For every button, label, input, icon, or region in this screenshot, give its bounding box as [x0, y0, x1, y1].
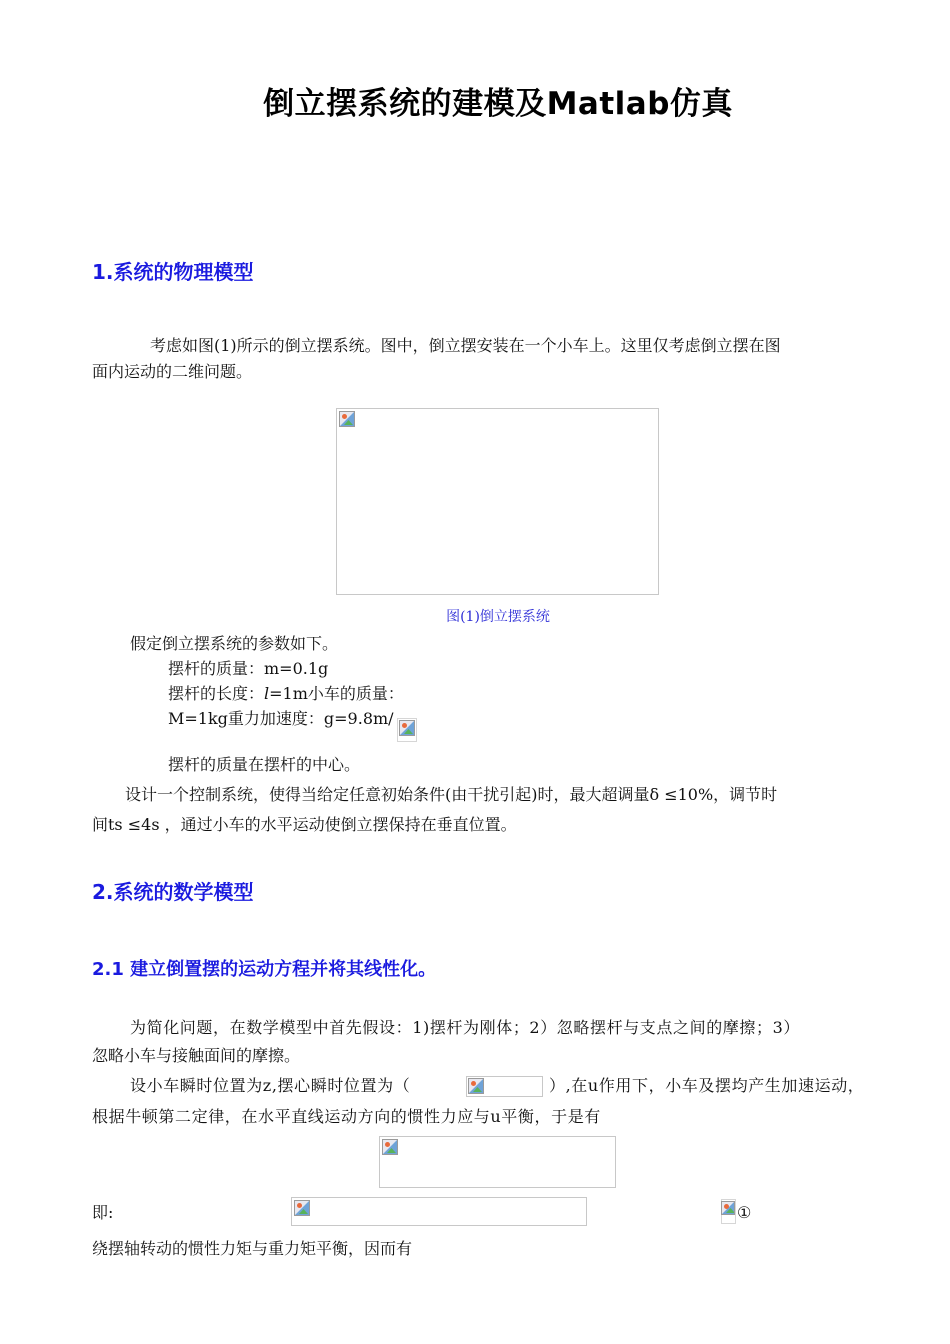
- broken-image-icon: [721, 1201, 735, 1215]
- param-length-prefix: 摆杆的长度：: [168, 684, 265, 703]
- params-intro: 假定倒立摆系统的参数如下。: [130, 634, 339, 653]
- broken-image-icon: [399, 720, 415, 736]
- param-length-rest: =1m小车的质量：: [269, 684, 404, 703]
- equation-image: [291, 1197, 587, 1226]
- design-line: 设计一个控制系统，使得当给定任意初始条件(由干扰引起)时，最大超调量δ ≤10%，调节时: [125, 785, 778, 804]
- figure-image-placeholder: [336, 408, 659, 595]
- param-mass: 摆杆的质量：m=0.1g: [168, 659, 329, 678]
- paragraph-line: 考虑如图(1)所示的倒立摆系统。图中，倒立摆安装在一个小车上。这里仅考虑倒立摆在图: [150, 336, 781, 355]
- subsection-heading: 2.1 建立倒置摆的运动方程并将其线性化。: [92, 959, 437, 980]
- inline-formula-image: [466, 1076, 543, 1097]
- param-center: 摆杆的质量在摆杆的中心。: [168, 755, 361, 774]
- inline-formula-image: [397, 718, 417, 742]
- section-heading-physical-model: 1.系统的物理模型: [92, 260, 254, 284]
- motion-line-part2: ）,在u作用下，小车及摆均产生加速运动，: [549, 1076, 865, 1095]
- broken-image-icon: [468, 1078, 484, 1094]
- broken-image-icon: [382, 1139, 398, 1155]
- inline-formula-image: [721, 1199, 736, 1224]
- equation-image: [379, 1136, 616, 1188]
- assumption-line: 为简化问题，在数学模型中首先假设：1)摆杆为刚体；2）忽略摆杆与支点之间的摩擦；3）: [130, 1018, 800, 1037]
- equation-number: ①: [737, 1203, 752, 1222]
- broken-image-icon: [339, 411, 355, 427]
- param-length: [168, 681, 404, 707]
- figure-caption: 图(1)倒立摆系统: [446, 609, 550, 625]
- design-line: 间ts ≤4s ，通过小车的水平运动使倒立摆保持在垂直位置。: [92, 815, 517, 834]
- document-title: 倒立摆系统的建模及Matlab仿真: [263, 86, 733, 122]
- assumption-line: 忽略小车与接触面间的摩擦。: [92, 1046, 301, 1065]
- param-gravity: M=1kg重力加速度：g=9.8m/: [168, 709, 394, 728]
- ji-label: 即:: [92, 1203, 114, 1222]
- motion-line-part1: 设小车瞬时位置为z,摆心瞬时位置为（: [130, 1076, 411, 1095]
- paragraph-line: 面内运动的二维问题。: [92, 362, 253, 381]
- param-length-symbol: l: [264, 684, 270, 703]
- section-heading-math-model: 2.系统的数学模型: [92, 880, 254, 904]
- torque-line: 绕摆轴转动的惯性力矩与重力矩平衡，因而有: [92, 1239, 413, 1258]
- broken-image-icon: [294, 1200, 310, 1216]
- motion-line: 根据牛顿第二定律，在水平直线运动方向的惯性力应与u平衡，于是有: [92, 1107, 601, 1126]
